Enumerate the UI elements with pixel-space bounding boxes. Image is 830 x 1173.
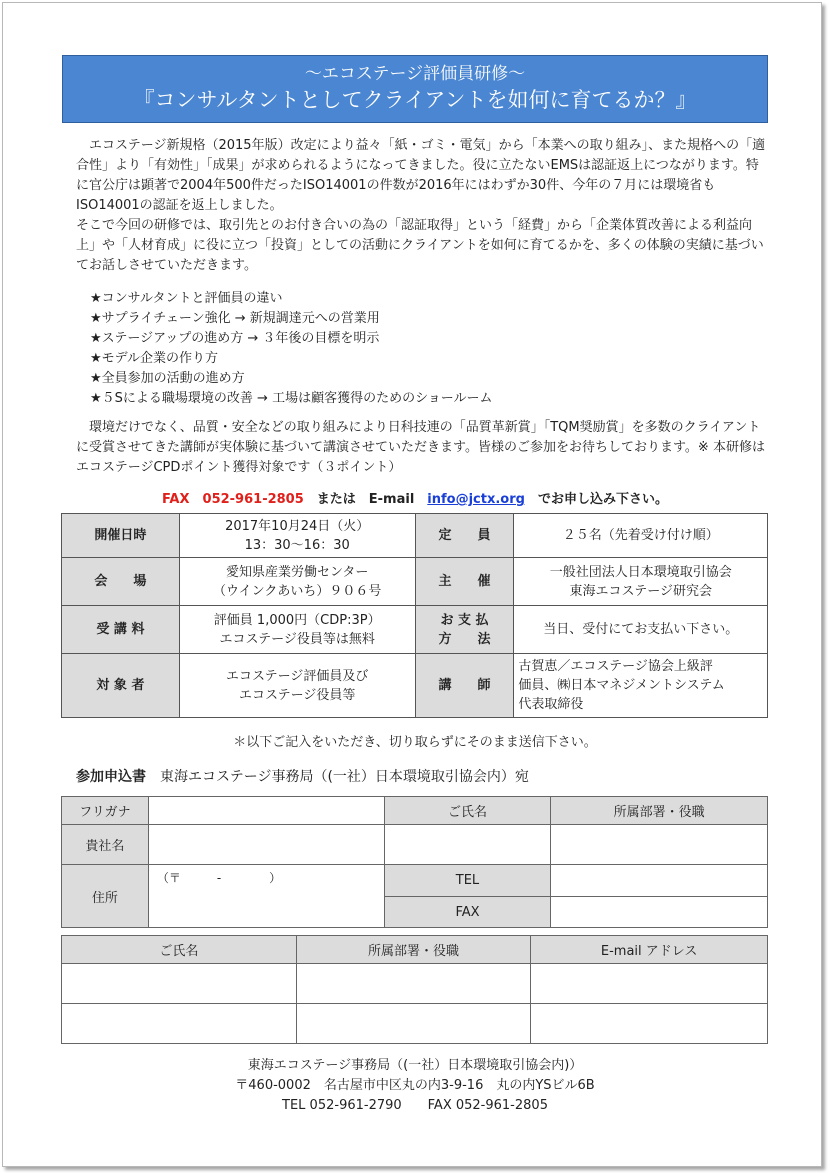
department-label: 所属部署・役職 (551, 797, 768, 825)
fax-label: FAX (384, 897, 551, 928)
venue-label: 会 場 (62, 558, 180, 606)
host-value: 一般社団法人日本環境取引協会 東海エコステージ研究会 (514, 558, 768, 606)
contact-or: または E-mail (303, 492, 428, 507)
payment-value: 当日、受付にてお支払い下さい。 (514, 606, 768, 654)
topic-item: ★５Sによる職場環境の改善 → 工場は顧客獲得のためのショールーム (90, 391, 493, 406)
intro-paragraph-2: そこで今回の研修では、取引先とのお付き合いの為の「認証取得」という「経費」から「企業体質改善による利益向上」や「人材育成」に役に立つ「投資」としての活動にクライアントを如何に育てるかを、多くの体験の実績に基づいてお話しさせていただきます。 (76, 218, 764, 273)
fax-field[interactable] (551, 897, 768, 928)
intro-text (76, 136, 766, 276)
host-label: 主 催 (415, 558, 514, 606)
topic-item: ★コンサルタントと評価員の違い (90, 291, 283, 306)
footer-postal-address: 〒460-0002 名古屋市中区丸の内3-9-16 丸の内YSビル6B (235, 1078, 595, 1093)
topic-item: ★全員参加の活動の進め方 (90, 371, 245, 386)
attendee-name-label: ご氏名 (62, 936, 297, 964)
attendee-name-field[interactable] (62, 1004, 297, 1044)
outro-text (76, 418, 766, 478)
event-info-table (61, 513, 768, 718)
date-label: 開催日時 (62, 514, 180, 558)
title-main: 『コンサルタントとしてクライアントを如何に育てるか？』 (133, 88, 697, 112)
department-field[interactable] (551, 825, 768, 865)
contact-suffix: でお申し込み下さい。 (524, 492, 668, 507)
outro-paragraph: 環境だけでなく、品質・安全などの取り組みにより日科技連の「品質革新賞」「TQM奨励賞」を多数のクライアントに受賞させてきた講師が実体験に基づいて講演させていただきます。皆様のご参加をお待ちしております。※ 本研修はエコステージCPDポイント獲得対象です（３ポイント） (76, 420, 765, 475)
title-subtitle: ～エコステージ評価員研修～ (304, 64, 526, 84)
postal-code-prompt: （〒 - ） (156, 871, 282, 885)
contact-line (0, 488, 830, 507)
email-link[interactable]: info@jctx.org (427, 492, 525, 507)
footer-phone-fax: TEL 052-961-2790 FAX 052-961-2805 (282, 1098, 548, 1113)
fax-number: FAX 052-961-2805 (162, 492, 304, 507)
application-form (61, 796, 768, 928)
payment-label: お 支 払 方 法 (415, 606, 514, 654)
company-field[interactable] (148, 825, 384, 865)
tel-label: TEL (384, 865, 551, 897)
attendee-form (61, 935, 768, 1044)
submission-note: ＊以下ご記入をいただき、切り取らずにそのまま送信下さい。 (233, 735, 597, 750)
application-recipient: 東海エコステージ事務局（(一社）日本環境取引協会内）宛 (160, 769, 529, 785)
title-banner (62, 55, 768, 123)
footer-office: 東海エコステージ事務局（(一社）日本環境取引協会内)） (247, 1058, 583, 1073)
intro-paragraph-1: エコステージ新規格（2015年版）改定により益々「紙・ゴミ・電気」から「本業への取り組み」、また規格への「適合性」より「有効性」「成果」が求められるようになってきました。役に立たないEMSは認証返上につながります。特に官公庁は顕著で2004年500件だったISO14001の件数が2016年にはわずか30件、今年の７月には環境省もISO14001の認証を返上しました。 (76, 138, 766, 213)
tel-field[interactable] (551, 865, 768, 897)
name-field[interactable] (384, 825, 551, 865)
attendee-email-label: E-mail アドレス (531, 936, 768, 964)
application-title: 参加申込書 (76, 769, 146, 785)
attendee-email-field[interactable] (531, 1004, 768, 1044)
fee-label: 受 講 料 (62, 606, 180, 654)
company-label: 貴社名 (62, 825, 149, 865)
attendee-department-field[interactable] (296, 1004, 531, 1044)
lecturer-label: 講 師 (415, 654, 514, 718)
attendee-department-field[interactable] (296, 964, 531, 1004)
target-label: 対 象 者 (62, 654, 180, 718)
capacity-label: 定 員 (415, 514, 514, 558)
name-label: ご氏名 (384, 797, 551, 825)
furigana-field[interactable] (148, 797, 384, 825)
topic-list (90, 289, 493, 409)
venue-value: 愛知県産業労働センター （ウインクあいち）９０６号 (179, 558, 415, 606)
footer-address (0, 1056, 830, 1116)
capacity-value: ２５名（先着受け付け順） (514, 514, 768, 558)
furigana-label: フリガナ (62, 797, 149, 825)
address-label: 住所 (62, 865, 149, 928)
application-heading (76, 766, 529, 786)
fee-value: 評価員 1,000円（CDP:3P） エコステージ役員等は無料 (179, 606, 415, 654)
attendee-name-field[interactable] (62, 964, 297, 1004)
date-value: 2017年10月24日（火） 13：30〜16：30 (179, 514, 415, 558)
address-field[interactable] (148, 865, 384, 928)
target-value: エコステージ評価員及び エコステージ役員等 (179, 654, 415, 718)
lecturer-value: 古賀恵／エコステージ協会上級評 価員、㈱日本マネジメントシステム 代表取締役 (514, 654, 768, 718)
attendee-email-field[interactable] (531, 964, 768, 1004)
topic-item: ★サプライチェーン強化 → 新規調達元への営業用 (90, 311, 380, 326)
attendee-department-label: 所属部署・役職 (296, 936, 531, 964)
topic-item: ★ステージアップの進め方 → ３年後の目標を明示 (90, 331, 380, 346)
topic-item: ★モデル企業の作り方 (90, 351, 219, 366)
